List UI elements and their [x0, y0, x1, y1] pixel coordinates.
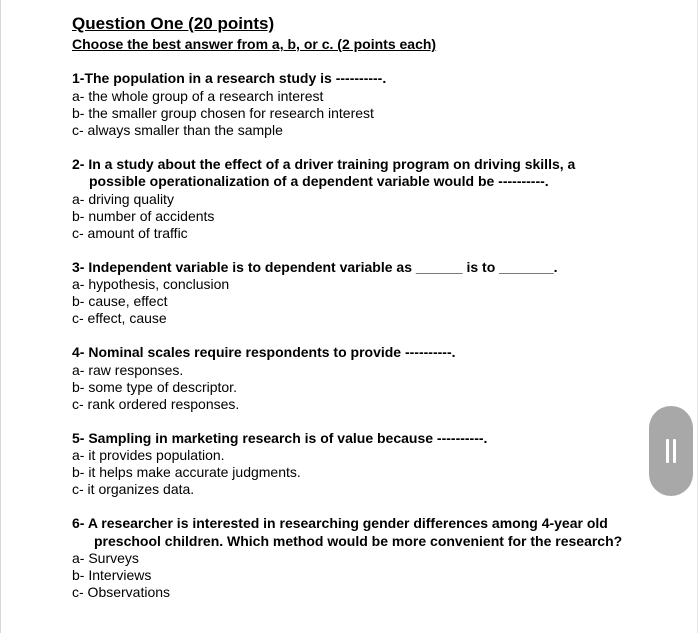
pause-bars-icon	[666, 439, 669, 463]
question-4	[72, 344, 632, 413]
scroll-handle[interactable]	[649, 406, 693, 496]
question-6	[72, 515, 632, 601]
option-a: a- hypothesis, conclusion	[72, 276, 230, 292]
page-right-border	[697, 0, 698, 633]
pause-bars-icon	[673, 439, 676, 463]
option-c: c- effect, cause	[72, 310, 167, 326]
option-a: a- it provides population.	[72, 447, 225, 463]
option-c: c- rank ordered responses.	[72, 395, 240, 412]
option-a: a- Surveys	[72, 550, 139, 566]
option-b: b- it helps make accurate judgments.	[72, 464, 301, 480]
question-3	[72, 259, 632, 328]
option-a: a- the whole group of a research interest	[72, 87, 324, 104]
page-left-border	[0, 0, 1, 633]
question-1	[72, 70, 632, 139]
option-b: b- cause, effect	[72, 293, 168, 309]
question-text: 6- A researcher is interested in researching gender differences among 4-year old preschool children. Which method would be more convenient for the research?	[72, 515, 623, 549]
option-c: c- it organizes data.	[72, 481, 195, 497]
document-body	[72, 12, 632, 618]
section-instructions: Choose the best answer from a, b, or c. (2 points each)	[72, 36, 437, 52]
section-title: Question One (20 points)	[72, 14, 275, 33]
option-a: a- driving quality	[72, 190, 174, 207]
option-b: b- Interviews	[72, 567, 152, 583]
option-b: b- some type of descriptor.	[72, 378, 237, 395]
question-text: 2- In a study about the effect of a driver training program on driving skills, a possible operationalization of a dependent variable would be ----------.	[72, 155, 576, 189]
question-text: 3- Independent variable is to dependent variable as ______ is to _______.	[72, 258, 558, 275]
option-c: c- amount of traffic	[72, 224, 188, 241]
question-text: 5- Sampling in marketing research is of value because ----------.	[72, 429, 488, 446]
option-b: b- number of accidents	[72, 207, 215, 224]
question-text: 4- Nominal scales require respondents to provide ----------.	[72, 344, 456, 360]
option-c: c- always smaller than the sample	[72, 121, 283, 138]
option-b: b- the smaller group chosen for research interest	[72, 104, 374, 121]
question-5	[72, 430, 632, 499]
option-a: a- raw responses.	[72, 361, 184, 378]
question-2	[72, 156, 632, 242]
question-text: 1-The population in a research study is ----------.	[72, 70, 387, 86]
option-c: c- Observations	[72, 584, 171, 600]
